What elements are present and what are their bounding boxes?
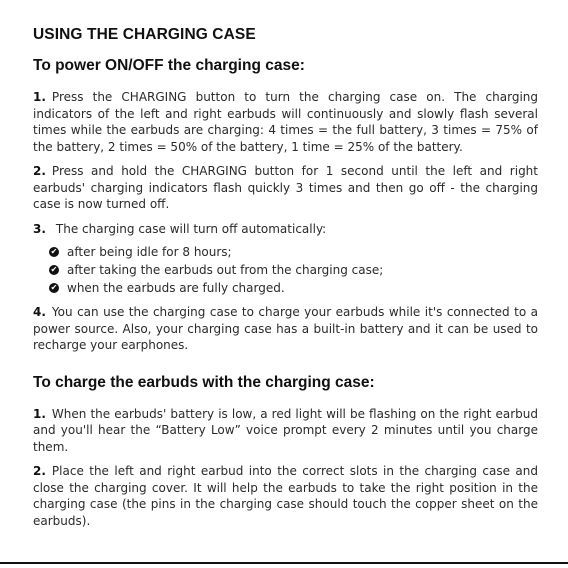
list-item-text: when the earbuds are fully charged.	[67, 281, 285, 295]
list-item	[49, 261, 538, 279]
power-step-1	[33, 89, 538, 155]
step-number: 2.	[33, 464, 46, 478]
step-text: You can use the charging case to charge your earbuds while it's connected to a power source. Also, your charging case has a built-in battery and it can be used to recharge your earphones.	[33, 305, 538, 352]
power-step-4	[33, 304, 538, 354]
page-title: USING THE CHARGING CASE	[33, 26, 256, 43]
check-icon: ✔	[50, 265, 58, 274]
power-step-3	[33, 221, 538, 238]
charge-section-heading: To charge the earbuds with the charging case:	[33, 373, 375, 391]
step-text: The charging case will turn off automatically:	[55, 221, 327, 236]
list-item	[49, 243, 538, 261]
auto-off-list	[33, 243, 538, 297]
step-number: 2.	[33, 164, 46, 178]
list-item	[49, 279, 538, 297]
step-number: 4.	[33, 305, 46, 319]
check-icon: ✔	[50, 283, 58, 292]
step-text: Press and hold the CHARGING button for 1 second until the left and right earbuds' charging indicators flash quickly 3 times and then go off - the charging case is now turned off.	[33, 164, 538, 211]
power-section-heading: To power ON/OFF the charging case:	[33, 57, 305, 74]
list-item-text: after taking the earbuds out from the charging case;	[67, 263, 384, 277]
charge-step-1	[33, 406, 538, 456]
bottom-divider	[0, 562, 568, 564]
list-item-text: after being idle for 8 hours;	[67, 245, 232, 259]
charge-step-2	[33, 463, 538, 529]
step-text: When the earbuds' battery is low, a red light will be flashing on the right earbud and you'll hear the “Battery Low” voice prompt every 2 minutes until you charge them.	[33, 406, 538, 454]
step-number: 1.	[33, 406, 46, 421]
step-number: 1.	[33, 90, 46, 104]
step-text: Place the left and right earbud into the correct slots in the charging case and close the charging cover. It will help the earbuds to take the right position in the charging case (the pins in the charging case should touch the copper sheet on the earbuds).	[33, 464, 538, 528]
check-icon: ✔	[50, 247, 58, 256]
power-step-2	[33, 163, 538, 213]
step-number: 3.	[33, 221, 46, 236]
step-text: Press the CHARGING button to turn the charging case on. The charging indicators of the left and right earbuds will continuously and slowly flash several times while the earbuds are charging: 4 times = the full battery, 3 times = 75% of the battery, 2 times = 50% of the battery, 1 time = 25% of the battery.	[33, 90, 538, 154]
